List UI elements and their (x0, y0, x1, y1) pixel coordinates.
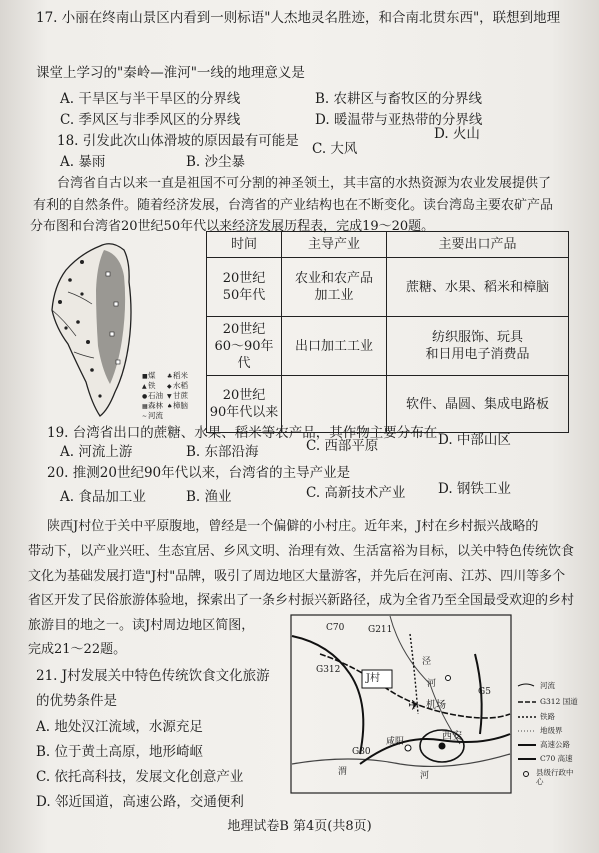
map-label-jcun: J村 (366, 673, 381, 684)
q18-option-a: A. 暴雨 (60, 154, 106, 170)
map-label-g30: G30 (352, 747, 371, 757)
q17-option-a: A. 干旱区与半干旱区的分界线 (60, 91, 241, 107)
intro-jcun-line4: 省区开发了民俗旅游体验地，探索出了一条乡村振兴新路径，成为全省乃至全国最受欢迎的乡村 (28, 593, 575, 608)
map-legend-c70: C70 高速 (540, 754, 573, 763)
intro-jcun-line5: 旅游目的地之一。读J村周边地区简图， (28, 618, 255, 633)
tw-legend-sugarcane: 甘蔗 (173, 391, 188, 400)
map-label-jing: 泾 (422, 657, 432, 667)
table-cell-time: 20世纪 60～90年代 (207, 317, 282, 376)
svg-text:♣: ♣ (167, 373, 173, 380)
q20-option-d: D. 钢铁工业 (438, 481, 511, 497)
q19-option-d: D. 中部山区 (438, 432, 511, 448)
table-cell-industry: 农业和农产品 加工业 (282, 258, 387, 317)
map-label-g211: G211 (368, 625, 393, 635)
q20-option-c: C. 高新技术产业 (306, 485, 406, 501)
intro-jcun-line1: 陕西J村位于关中平原腹地，曾经是一个偏僻的小村庄。近年来，J村在乡村振兴战略的 (47, 519, 539, 534)
q17-stem-line1: 17. 小丽在终南山景区内看到一则标语"人杰地灵名胜迹，和合南北贯东西"，联想到地理 (36, 10, 561, 26)
svg-text:●: ● (142, 393, 148, 400)
intro-jcun-line2: 带动下，以产业兴旺、生态宜居、乡风文明、治理有效、生活富裕为目标，以关中特色传统饮食 (28, 544, 575, 559)
map-label-he: 河 (427, 679, 437, 689)
q19-option-a: A. 河流上游 (60, 444, 133, 460)
q19-stem: 19. 台湾省出口的蔗糖、水果、稻米等农产品，其作物主要分布在 (47, 425, 438, 441)
intro-taiwan-line2: 有利的自然条件。随着经济发展，台湾省的产业结构也在不断变化。读台湾岛主要农矿产品 (33, 198, 554, 213)
q21-option-c: C. 依托高科技，发展文化创意产业 (36, 769, 244, 785)
q21-option-a: A. 地处汉江流域，水源充足 (36, 719, 203, 735)
table-row (207, 258, 569, 317)
svg-text:♠: ♠ (167, 403, 173, 410)
q21-stem-line2: 的优势条件是 (36, 693, 117, 709)
table-header-row (207, 232, 569, 258)
svg-text:▦: ▦ (142, 403, 148, 410)
map-legend-national-road: G312 国道 (540, 697, 578, 706)
table-cell-export: 纺织服饰、玩具 和日用电子消费品 (387, 317, 569, 376)
intro-jcun-line6: 完成21～22题。 (28, 642, 127, 657)
jcun-map (290, 614, 584, 796)
intro-taiwan-line1: 台湾省自古以来一直是祖国不可分割的神圣领土，其丰富的水热资源为农业发展提供了 (57, 176, 552, 191)
q17-stem-line2: 课堂上学习的"秦岭—淮河"一线的地理意义是 (36, 65, 305, 81)
intro-taiwan-line3: 分布图和台湾省20世纪50年代以来经济发展历程表，完成19～20题。 (30, 219, 435, 234)
map-label-g5: G5 (478, 687, 491, 697)
table-cell-export: 蔗糖、水果、稻米和樟脑 (387, 258, 569, 317)
table-cell-time: 20世纪 90年代以来 (207, 376, 282, 433)
map-label-he2: 河 (420, 771, 430, 781)
svg-text:~: ~ (142, 413, 148, 420)
map-legend-expressway: 高速公路 (540, 740, 570, 749)
intro-jcun-line3: 文化为基础发展打造"J村"品牌，吸引了周边地区大量游客，并先后在河南、江苏、四川等多个 (28, 569, 566, 584)
tw-legend-rice: 稻米 (173, 371, 188, 380)
tw-legend-paddy: 水稻 (173, 381, 188, 390)
q21-stem-line1: 21. J村发展关中特色传统饮食文化旅游 (36, 668, 270, 684)
q18-option-d: D. 火山 (434, 126, 480, 142)
tw-legend-oil: 石油 (148, 391, 163, 400)
q21-option-b: B. 位于黄土高原，地形崎岖 (36, 744, 204, 760)
xianyang-center-icon (405, 745, 411, 751)
map-label-xian: 西安 (442, 731, 462, 742)
legend-coal: ■ (142, 373, 148, 380)
table-cell-time: 20世纪 50年代 (207, 258, 282, 317)
tw-legend-coal: 煤 (148, 371, 156, 380)
wei-river (292, 754, 510, 766)
map-label-g312: G312 (316, 665, 341, 675)
table-header: 时间 (207, 232, 282, 258)
airport-icon: ✈ (408, 698, 420, 714)
q18-option-c: C. 大风 (312, 141, 358, 157)
q20-stem: 20. 推测20世纪90年代以来，台湾省的主导产业是 (47, 465, 351, 481)
map-label-xianyang: 咸阳 (386, 737, 405, 747)
table-header: 主导产业 (282, 232, 387, 258)
q18-stem: 18. 引发此次山体滑坡的原因最有可能是 (57, 133, 299, 149)
xian-center-icon (439, 743, 446, 750)
q19-option-b: B. 东部沿海 (186, 444, 259, 460)
svg-text:▼: ▼ (167, 393, 172, 400)
highway-c70 (292, 636, 363, 754)
table-row (207, 317, 569, 376)
table-cell-industry: 出口加工工业 (282, 317, 387, 376)
q18-option-b: B. 沙尘暴 (186, 154, 246, 170)
county-center-icon (446, 676, 451, 681)
map-label-airport: 机场 (426, 700, 446, 711)
tw-legend-iron: 铁 (148, 381, 156, 390)
tw-legend-forest: 森林 (148, 401, 163, 410)
map-legend-railway: 铁路 (540, 712, 555, 721)
q17-option-c: C. 季风区与非季风区的分界线 (60, 112, 241, 128)
q17-option-d: D. 暖温带与亚热带的分界线 (315, 112, 483, 128)
tw-legend-camphor: 樟脑 (173, 401, 188, 410)
q20-option-b: B. 渔业 (186, 489, 232, 505)
map-label-wei: 渭 (338, 767, 348, 777)
table-cell-export: 软件、晶圆、集成电路板 (387, 376, 569, 433)
map-legend-river: 河流 (540, 681, 555, 690)
map-label-c70: C70 (326, 623, 345, 633)
page-footer: 地理试卷B 第4页(共8页) (227, 819, 372, 834)
q20-option-a: A. 食品加工业 (60, 489, 146, 505)
q17-option-b: B. 农耕区与畜牧区的分界线 (315, 91, 483, 107)
tw-legend-river: 河流 (148, 411, 163, 420)
q19-option-c: C. 西部平原 (306, 438, 379, 454)
table-header: 主要出口产品 (387, 232, 569, 258)
map-legend-boundary: 地级界 (540, 726, 563, 735)
map-legend-county-center: 县级行政中心 (536, 768, 574, 786)
svg-text:▲: ▲ (142, 383, 147, 390)
svg-text:◆: ◆ (167, 383, 172, 390)
q21-option-d: D. 邻近国道，高速公路，交通便利 (36, 794, 244, 810)
taiwan-economy-table (206, 231, 569, 433)
